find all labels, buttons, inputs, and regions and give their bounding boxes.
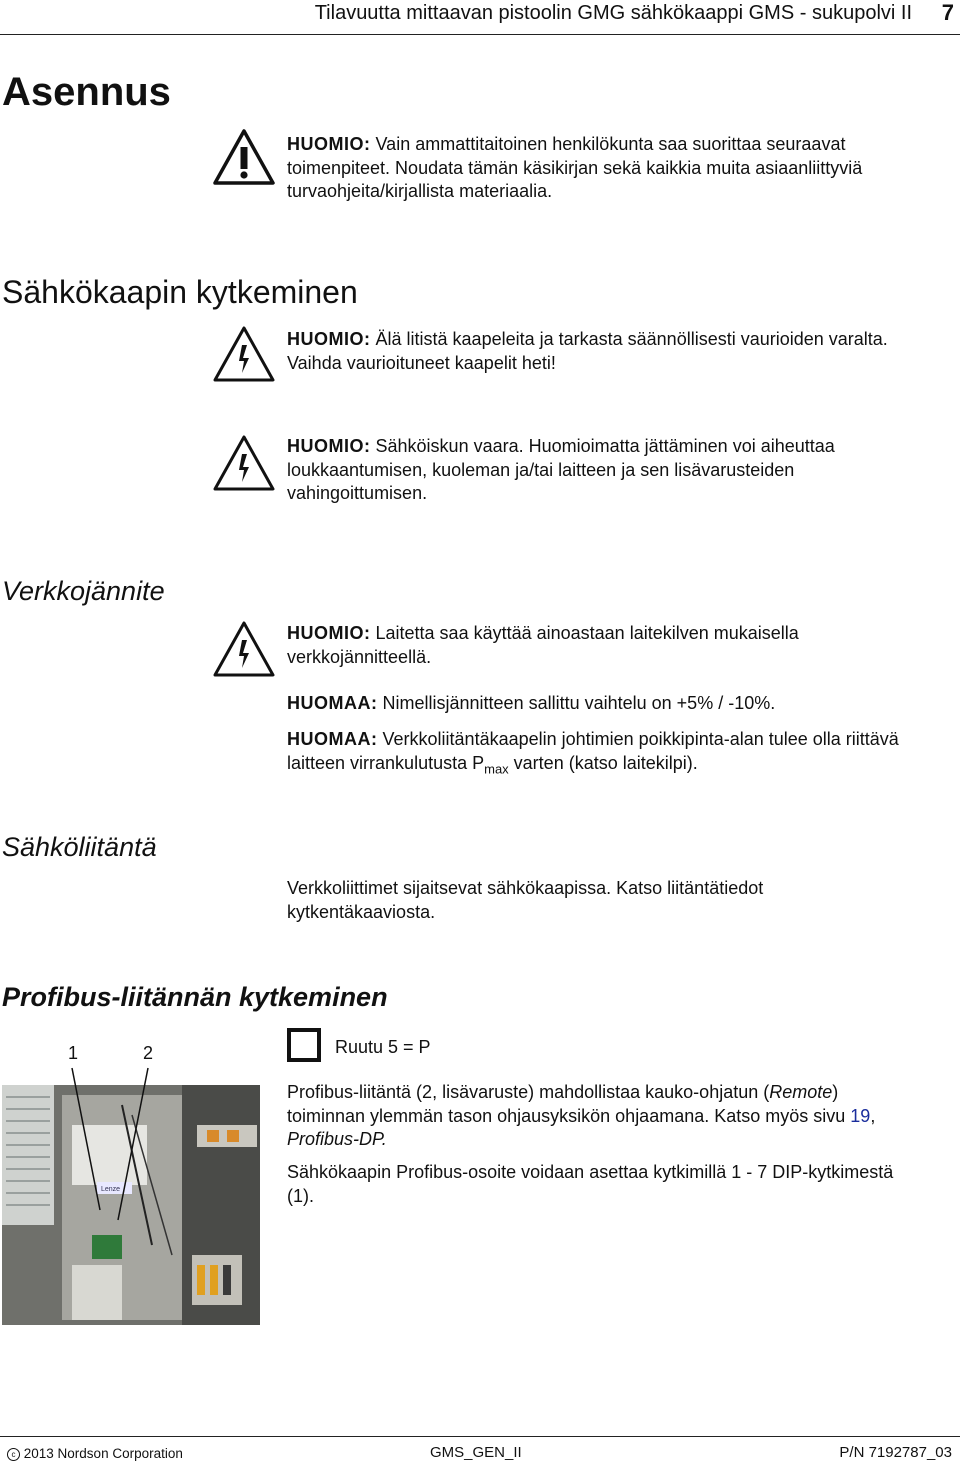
section-heading-liitanta: Sähköliitäntä	[2, 832, 157, 862]
electrical-hazard-icon	[212, 620, 276, 678]
notice-text: turvaohjeita/kirjallista materiaalia.	[287, 181, 553, 201]
notice-text: Sähköiskun vaara. Huomioimatta jättäminen voi aiheuttaa	[375, 436, 835, 456]
warning-exclamation-icon	[212, 128, 276, 186]
notice-text: vahingoittumisen.	[287, 483, 428, 503]
footer-part-number: P/N 7192787_03	[839, 1444, 952, 1461]
note-label: HUOMAA:	[287, 729, 378, 749]
note-cable-cross-section	[287, 728, 959, 781]
notice-kytkeminen-2	[287, 435, 959, 506]
copyright-icon: c	[7, 1448, 20, 1461]
footer-copyright	[7, 1446, 183, 1461]
lenze-label: Lenze	[101, 1186, 121, 1193]
section-heading-profibus: Profibus-liitännän kytkeminen	[2, 982, 388, 1012]
paragraph-text: Verkkoliittimet sijaitsevat sähkökaapissa. Katso liitäntätiedot	[287, 878, 764, 898]
footer-doc-id: GMS_GEN_II	[430, 1444, 522, 1461]
section-heading-verkkojannite: Verkkojännite	[2, 576, 165, 606]
electrical-hazard-icon	[212, 434, 276, 492]
running-header-title: Tilavuutta mittaavan pistoolin GMG sähkökaappi GMS - sukupolvi II	[314, 2, 912, 24]
profibus-dp-reference: Profibus-DP.	[287, 1129, 387, 1149]
note-text: Nimellisjännitteen sallittu vaihtelu on +5% / -10%.	[382, 693, 776, 713]
footer-rule	[0, 1436, 960, 1437]
paragraph-text: toiminnan ylemmän tason ohjausyksikön ohjaamana. Katso myös sivu	[287, 1105, 851, 1126]
notice-verkkojannite	[287, 622, 959, 669]
subscript-max: max	[484, 761, 509, 777]
notice-kytkeminen-1	[287, 328, 959, 375]
paragraph-text: (1).	[287, 1185, 314, 1206]
page-number: 7	[941, 0, 954, 25]
section-heading-kytkeminen: Sähkökaapin kytkeminen	[2, 274, 358, 310]
paragraph-profibus-1	[287, 1081, 959, 1152]
notice-asennus	[287, 133, 959, 204]
notice-label: HUOMIO:	[287, 134, 371, 154]
paragraph-text: Profibus-liitäntä (2, lisävaruste) mahdollistaa kauko-ohjatun (	[287, 1082, 770, 1102]
note-text: laitteen virrankulutusta P	[287, 752, 485, 773]
header-rule	[0, 34, 960, 35]
paragraph-profibus-2	[287, 1161, 959, 1208]
paragraph-liitanta	[287, 877, 959, 924]
notice-text: verkkojännitteellä.	[287, 646, 432, 667]
notice-text: Laitetta saa käyttää ainoastaan laitekilven mukaisella	[375, 623, 799, 643]
notice-text: loukkaantumisen, kuoleman ja/tai laitteen ja sen lisävarusteiden	[287, 459, 795, 480]
callout-2: 2	[143, 1043, 154, 1063]
notice-label: HUOMIO:	[287, 623, 371, 643]
paragraph-text: ,	[870, 1105, 876, 1126]
callout-leader-lines	[0, 1060, 260, 1230]
electrical-hazard-icon	[212, 325, 276, 383]
copyright-text: 2013 Nordson Corporation	[23, 1446, 183, 1461]
note-text: varten (katso laitekilpi).	[508, 752, 698, 773]
dip-switch-setting: Ruutu 5 = P	[335, 1037, 431, 1057]
note-label: HUOMAA:	[287, 693, 378, 713]
notice-text: toimenpiteet. Noudata tämän käsikirjan sekä kaikkia muita asiaanliittyviä	[287, 157, 863, 178]
page-reference-link[interactable]: 19	[850, 1105, 871, 1126]
notice-label: HUOMIO:	[287, 436, 371, 456]
remote-term: Remote	[769, 1082, 833, 1102]
notice-text: Älä litistä kaapeleita ja tarkasta säännöllisesti vaurioiden varalta.	[375, 329, 888, 349]
paragraph-text: kytkentäkaaviosta.	[287, 901, 436, 922]
callout-1: 1	[68, 1043, 79, 1063]
paragraph-text: Sähkökaapin Profibus-osoite voidaan asettaa kytkimillä 1 - 7 DIP-kytkimestä	[287, 1162, 894, 1182]
paragraph-text: )	[832, 1082, 839, 1102]
notice-text: Vain ammattitaitoinen henkilökunta saa suorittaa seuraavat	[375, 134, 846, 154]
note-text: Verkkoliitäntäkaapelin johtimien poikkipinta-alan tulee olla riittävä	[382, 729, 899, 749]
section-heading-asennus: Asennus	[2, 70, 171, 114]
notice-label: HUOMIO:	[287, 329, 371, 349]
note-voltage-tolerance	[287, 692, 959, 716]
dip-switch-box-icon	[287, 1028, 321, 1062]
notice-text: Vaihda vaurioituneet kaapelit heti!	[287, 352, 556, 373]
